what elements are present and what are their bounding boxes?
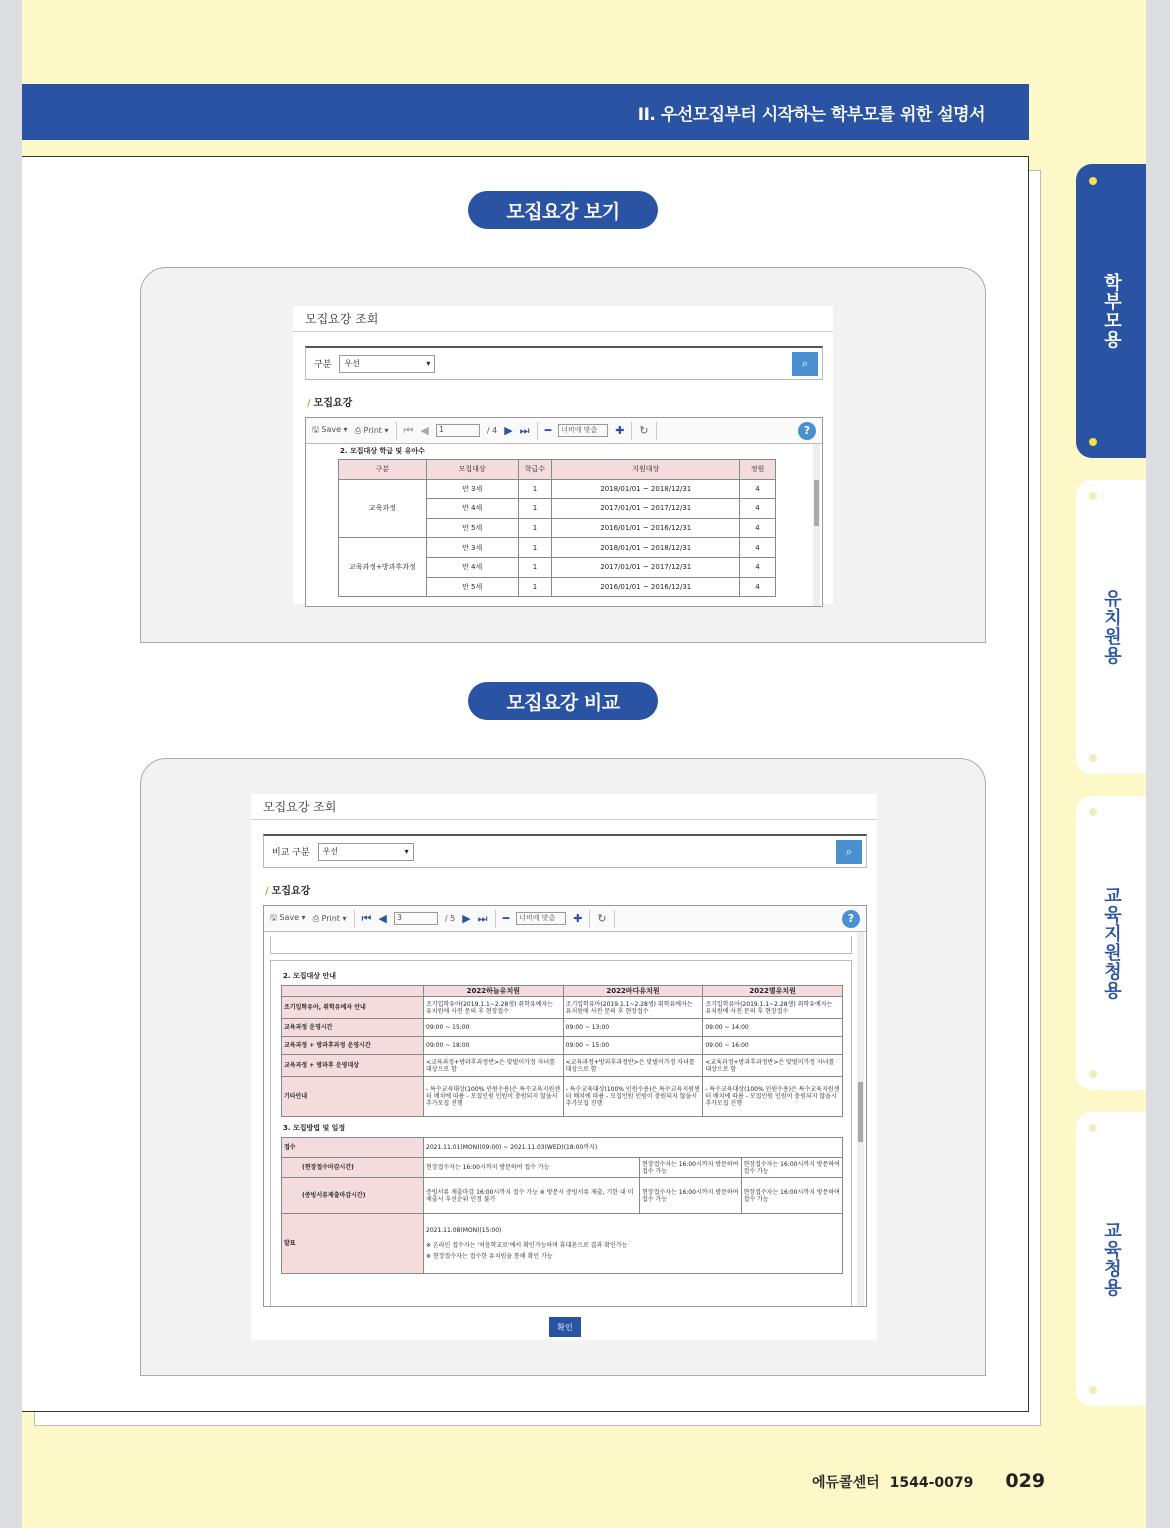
table-header: 모집대상 (426, 460, 518, 480)
document-area (306, 444, 822, 606)
scroll-thumb[interactable] (858, 1082, 863, 1142)
prev-page-icon[interactable]: ◀ (420, 424, 429, 437)
row-label: 기타안내 (282, 1077, 424, 1117)
tab-parents[interactable] (1076, 164, 1146, 458)
save-button[interactable]: 🖫 Save ▾ (312, 424, 348, 434)
chevron-down-icon: ▾ (426, 359, 431, 368)
screenshot-view (293, 306, 833, 604)
filter-label: 구분 (314, 360, 332, 370)
report-viewer (263, 905, 867, 1307)
print-button[interactable]: ⎙ Print ▾ (312, 913, 347, 923)
chevron-down-icon: ▾ (404, 847, 409, 856)
section-label (265, 882, 877, 897)
dot-icon (1089, 1386, 1097, 1394)
table-header: 학급수 (518, 460, 552, 480)
print-label: Print (321, 913, 340, 923)
last-page-icon[interactable]: ⏭ (477, 911, 488, 925)
table-cell: 2017/01/01 ~ 2017/12/31 (552, 499, 740, 519)
toolbar-divider (631, 422, 632, 440)
help-icon[interactable]: ? (798, 422, 816, 440)
table-row (282, 1178, 843, 1214)
table-row (282, 1077, 843, 1117)
toolbar-divider (614, 910, 615, 928)
printer-icon: ⎙ (312, 913, 319, 923)
filter-label: 비교 구분 (272, 848, 310, 858)
save-label: Save (321, 424, 342, 434)
page-footer (812, 1470, 1045, 1492)
printer-icon: ⎙ (354, 425, 361, 435)
table-cell: 1 (518, 479, 552, 499)
schedule-table (281, 1137, 843, 1274)
table-row (282, 1214, 843, 1274)
dot-icon (1089, 1124, 1097, 1132)
row-label: 조기입학유아, 취학유예자 안내 (282, 997, 424, 1019)
table-cell: 만 4세 (426, 499, 518, 519)
table-row (339, 479, 776, 499)
table-cell: 조기입학유아(2019.1.1~2.28생) 취학유예자는 유치원에 사전 문의 후 현장접수 (563, 997, 703, 1019)
last-page-icon[interactable]: ⏭ (519, 423, 530, 437)
print-button[interactable]: ⎙ Print ▾ (354, 425, 389, 435)
doc-heading: 3. 모집방법 및 일정 (283, 1124, 346, 1133)
table-cell: 만 4세 (426, 557, 518, 577)
table-cell: 현장접수자는 16:00시까지 방문하여 접수 가능 (424, 1158, 640, 1178)
table-cell: 현장접수자는 16:00시까지 방문하여 접수 가능 (640, 1158, 741, 1178)
table-cell: 09:00 ~ 15:00 (563, 1037, 703, 1055)
dot-icon (1089, 177, 1097, 185)
search-button[interactable] (836, 840, 862, 864)
document-area (264, 932, 866, 1306)
table-cell: 4 (740, 518, 776, 538)
refresh-icon[interactable]: ↻ (639, 424, 649, 437)
table-cell: 1 (518, 499, 552, 519)
table-cell: <교육과정+방과후과정반>은 맞벌이가정 자녀를 대상으로 함 (424, 1055, 564, 1077)
filter-bar (305, 346, 823, 380)
doc-heading: 2. 모집대상 안내 (283, 972, 336, 980)
table-cell: 증빙서류 제출마감 16:00시까지 접수 가능 ※ 방문시 증빙서류 제출, 기한 내 미제출시 우선순위 인정 불가 (424, 1178, 640, 1214)
table-cell: 현장접수자는 16:00시까지 방문하여 접수 가능 (741, 1178, 843, 1214)
table-cell: - 특수교육대상(100% 인원수용)은 특수교육지원센터 배치에 따름 - 모집인원 인원이 충원되지 않을시 추가모집 진행 (424, 1077, 564, 1117)
help-icon[interactable]: ? (842, 910, 860, 928)
table-cell: 4 (740, 479, 776, 499)
table-cell: 1 (518, 518, 552, 538)
page-total: / 5 (444, 914, 456, 923)
table-row (282, 1019, 843, 1037)
table-cell: 2016/01/01 ~ 2016/12/31 (552, 577, 740, 597)
screenshot-frame-compare (140, 758, 986, 1376)
row-label: 교육과정 운영시간 (282, 1019, 424, 1037)
dot-icon (1089, 754, 1097, 762)
announce-line: ※ 현장접수자는 접수한 유치원을 통해 확인 가능 (426, 1253, 553, 1261)
table-cell: 4 (740, 499, 776, 519)
announce-line: 2021.11.08(MON)(15:00) (426, 1227, 502, 1235)
table-header: 2022별유치원 (703, 986, 843, 997)
toolbar-divider (537, 422, 538, 440)
toolbar-divider (589, 910, 590, 928)
zoom-select[interactable]: 너비에 맞춤 (516, 912, 566, 925)
tab-label: 교육청용 (1101, 1221, 1122, 1297)
filter-select[interactable] (339, 355, 435, 373)
table-cell: 09:00 ~ 14:00 (703, 1019, 843, 1037)
table-cell: <교육과정+방과후과정반>은 맞벌이가정 자녀를 대상으로 함 (563, 1055, 703, 1077)
tab-label: 유치원용 (1101, 589, 1122, 665)
filter-select[interactable] (318, 843, 414, 861)
table-cell: 2021.11.01(MON)(09:00) ~ 2021.11.03(WED)(18:00까지) (424, 1138, 843, 1158)
row-label: 교육과정 + 방과후 운영대상 (282, 1055, 424, 1077)
toolbar-divider (656, 422, 657, 440)
zoom-out-icon[interactable]: ━ (544, 424, 552, 437)
table-cell: 현장접수자는 16:00시까지 방문하여 접수 가능 (640, 1178, 741, 1214)
table-header: 2022바다유치원 (563, 986, 703, 997)
confirm-button[interactable]: 확인 (549, 1317, 581, 1337)
call-center-phone: 1544-0079 (889, 1475, 974, 1491)
table-cell: 09:00 ~ 16:00 (703, 1037, 843, 1055)
refresh-icon[interactable]: ↻ (597, 912, 607, 925)
tab-label: 교육지원청용 (1101, 886, 1122, 1000)
table-cell: 4 (740, 538, 776, 558)
next-page-icon[interactable]: ▶ (462, 912, 471, 925)
previous-page-edge (270, 936, 852, 954)
screen-title: 모집요강 조회 (293, 306, 833, 332)
call-center-label: 에듀콜센터 (812, 1475, 880, 1491)
table-cell: 2017/01/01 ~ 2017/12/31 (552, 557, 740, 577)
table-cell: 2016/01/01 ~ 2016/12/31 (552, 518, 740, 538)
table-row (282, 1158, 843, 1178)
table-header: 지원대상 (552, 460, 740, 480)
table-row (282, 1138, 843, 1158)
scrollbar[interactable] (857, 932, 864, 1306)
dot-icon (1089, 808, 1097, 816)
group-cell: 교육과정 (339, 479, 427, 538)
table-cell: 만 3세 (426, 538, 518, 558)
table-cell: 2018/01/01 ~ 2018/12/31 (552, 479, 740, 499)
filter-select-value: 우선 (344, 359, 360, 368)
table-row (282, 1037, 843, 1055)
chapter-header (22, 84, 1029, 140)
toolbar-divider (495, 910, 496, 928)
table-cell: 1 (518, 577, 552, 597)
table-cell: 만 5세 (426, 518, 518, 538)
table-cell: <교육과정+방과후과정반>은 맞벌이가정 자녀를 대상으로 함 (703, 1055, 843, 1077)
row-label: 교육과정 + 방과후과정 운영시간 (282, 1037, 424, 1055)
table-header: 정원 (740, 460, 776, 480)
doc-heading: 2. 모집대상 학급 및 유아수 (340, 447, 425, 455)
table-cell: - 특수교육대상(100% 인원수용)은 특수교육지원센터 배치에 따름 - 모집인원 인원이 충원되지 않을시 추가모집 진행 (703, 1077, 843, 1117)
table-cell: 09:00 ~ 13:00 (563, 1019, 703, 1037)
floppy-icon: 🖫 (312, 424, 319, 434)
page-sheet (270, 960, 852, 1306)
search-button[interactable] (792, 352, 818, 376)
row-label: (증빙서류제출마감시간) (282, 1178, 424, 1214)
next-page-icon[interactable]: ▶ (504, 424, 513, 437)
announce-cell (424, 1214, 843, 1274)
save-button[interactable]: 🖫 Save ▾ (270, 912, 306, 922)
table-cell: 만 5세 (426, 577, 518, 597)
table-header: 2022하늘유치원 (424, 986, 564, 997)
section-label-text: 모집요강 (313, 398, 353, 409)
table-row (282, 1055, 843, 1077)
tab-label: 학부모용 (1101, 273, 1122, 349)
dot-icon (1089, 492, 1097, 500)
row-label: (현장접수마감시간) (282, 1158, 424, 1178)
table-cell: 1 (518, 557, 552, 577)
dot-icon (1089, 438, 1097, 446)
section-title-compare: 모집요강 비교 (468, 682, 658, 720)
tab-kindergarten[interactable] (1076, 480, 1146, 774)
chapter-title: II. 우선모집부터 시작하는 학부모를 위한 설명서 (637, 104, 985, 125)
table-cell: 2018/01/01 ~ 2018/12/31 (552, 538, 740, 558)
zoom-select[interactable]: 너비에 맞춤 (558, 424, 608, 437)
page-input[interactable]: 3 (394, 912, 438, 925)
table-header: 구분 (339, 460, 427, 480)
first-page-icon[interactable]: ⏮ (361, 911, 372, 925)
slash-icon: / (307, 398, 311, 409)
search-icon: ⌕ (801, 357, 809, 370)
tab-education-office[interactable] (1076, 1112, 1146, 1406)
table-cell: 4 (740, 577, 776, 597)
floppy-icon: 🖫 (270, 912, 277, 922)
filter-bar (263, 834, 867, 868)
compare-table (281, 985, 843, 1117)
print-label: Print (363, 425, 382, 435)
page-number: 029 (1005, 1470, 1046, 1492)
section-label (307, 394, 833, 409)
zoom-in-icon[interactable]: ✚ (615, 424, 625, 437)
screen-title: 모집요강 조회 (251, 794, 877, 820)
tab-education-support-office[interactable] (1076, 796, 1146, 1090)
page-total: / 4 (486, 426, 498, 435)
section-label-text: 모집요강 (271, 886, 311, 897)
first-page-icon[interactable]: ⏮ (403, 423, 414, 437)
table-cell: 조기입학유아(2019.1.1~2.28생) 취학유예자는 유치원에 사전 문의 후 현장접수 (424, 997, 564, 1019)
filter-select-value: 우선 (322, 847, 339, 856)
table-row (339, 538, 776, 558)
screenshot-compare (251, 794, 877, 1340)
table-cell: 조기입학유아(2019.1.1~2.28생) 취학유예자는 유치원에 사전 문의 후 현장접수 (703, 997, 843, 1019)
toolbar-divider (396, 422, 397, 440)
row-label: 발표 (282, 1214, 424, 1274)
zoom-out-icon[interactable]: ━ (502, 912, 510, 925)
save-label: Save (279, 912, 300, 922)
table-cell: 현장접수자는 16:00시까지 방문하여 접수 가능 (741, 1158, 843, 1178)
announce-line: ※ 온라인 접수자는 '처음학교로'에서 확인가능하며 휴대폰으로 결과 확인가능 (426, 1242, 628, 1250)
section-title-view: 모집요강 보기 (468, 191, 658, 229)
table-cell: 09:00 ~ 15:00 (424, 1019, 564, 1037)
table-header-empty (282, 986, 424, 997)
slash-icon: / (265, 886, 269, 897)
search-icon: ⌕ (845, 845, 853, 858)
table-cell: - 특수교육대상(100% 인원수용)은 특수교육지원센터 배치에 따름 - 모집인원 인원이 충원되지 않을시 추가모집 진행 (563, 1077, 703, 1117)
viewer-toolbar (306, 418, 822, 444)
scroll-thumb[interactable] (814, 480, 819, 526)
table-row (282, 997, 843, 1019)
dot-icon (1089, 1070, 1097, 1078)
table-cell: 4 (740, 557, 776, 577)
screenshot-frame-view (140, 267, 986, 643)
table-cell: 만 3세 (426, 479, 518, 499)
page-input[interactable]: 1 (436, 424, 480, 437)
row-label: 접수 (282, 1138, 424, 1158)
group-cell: 교육과정+방과후과정 (339, 538, 427, 597)
prev-page-icon[interactable]: ◀ (378, 912, 387, 925)
toolbar-divider (354, 910, 355, 928)
table-cell: 09:00 ~ 18:00 (424, 1037, 564, 1055)
table-cell: 1 (518, 538, 552, 558)
viewer-toolbar (264, 906, 866, 932)
report-viewer (305, 417, 823, 607)
recruit-table (338, 459, 776, 597)
zoom-in-icon[interactable]: ✚ (573, 912, 583, 925)
scrollbar[interactable] (813, 444, 820, 606)
